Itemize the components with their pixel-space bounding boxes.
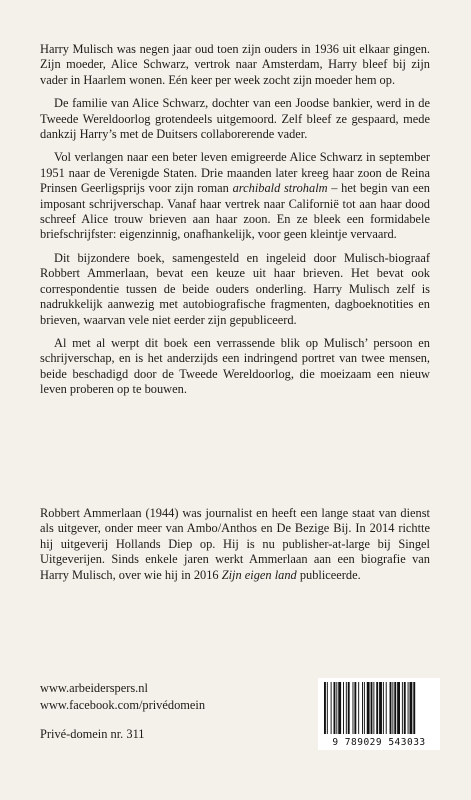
barcode-bar [379,682,382,734]
barcode-bar [410,682,413,734]
blurb-paragraph-3-start: Vol verlangen naar een beter leven emigreerde Alice Schwarz in september 1951 naar de Verenigde Staten. Drie maanden later kreeg haar zoon de Reina Prinsen Geerligsprijs voor zijn roman [40,150,430,196]
barcode-bar [331,682,332,734]
blurb-text [40,42,430,406]
barcode-bar [371,682,373,734]
barcode-bar [348,682,350,734]
facebook-link[interactable]: www.facebook.com/privédomein [40,698,206,712]
bio-book-title: Zijn eigen land [221,567,297,582]
barcode-bar [402,682,403,734]
publisher-website-link[interactable]: www.arbeiderspers.nl [40,681,148,695]
barcode-bar [408,682,409,734]
barcode-bar [394,682,396,734]
barcode-bar [373,682,374,734]
blurb-paragraph-3 [40,150,430,242]
barcode-bar [327,682,328,734]
barcode-bar [383,682,384,734]
author-bio-start: Robbert Ammerlaan (1944) was journalist en heeft een lange staat van dienst als uitgever, onder meer van Ambo/Anthos en De Bezige Bij. In 2014 richtte hij uitgeverij Hollands Diep op. Hij is nu publisher-at-large bij Singel Uitgeverijen. Sinds enkele jaren werkt Ammerlaan aan een biografie van Harry Mulisch, over wie hij in 2016 [40,506,430,582]
barcode-bar [376,682,378,734]
barcode-digits: 9 789029 543033 [332,737,426,748]
blurb-paragraph-4: Dit bijzondere boek, samengesteld en ingeleid door Mulisch-biograaf Robbert Ammerlaan, bevat een keuze uit haar brieven. Het bevat ook correspondentie tussen de beide ouders onderling. Harry Mulisch zelf is nadrukkelijk aanwezig met autobiografische fragmenten, dagboeknotities en brieven, waarvan vele niet eerder zijn gepubliceerd. [40,250,430,327]
barcode-bar [392,682,393,734]
isbn-barcode [318,678,440,750]
barcode-bar [364,682,365,734]
barcode-bar [346,682,347,734]
barcode-bars [324,682,434,734]
barcode-bar [354,682,356,734]
barcode-bar [343,682,344,734]
blurb-paragraph-2: De familie van Alice Schwarz, dochter van een Joodse bankier, werd in de Tweede Wereldoorlog grotendeels uitgemoord. Zelf bleef ze gespaard, mede dankzij Harry’s met de Duitsers collaborerende vader. [40,96,430,142]
barcode-bar [362,682,363,734]
blurb-paragraph-5: Al met al werpt dit boek een verrassende blik op Mulisch’ persoon en schrijverschap, en is het anderzijds een indringend portret van twee mensen, beide beschadigd door de Tweede Wereldoorlog, die moeizaam een nieuw leven proberen op te bouwen. [40,335,430,397]
author-bio-end: publiceerde. [296,567,361,582]
barcode-bar [390,682,392,734]
series-number: Privé-domein nr. 311 [40,727,145,741]
blurb-paragraph-1: Harry Mulisch was negen jaar oud toen zijn ouders in 1936 uit elkaar gingen. Zijn moeder, Alice Schwarz, vertrok naar Amsterdam, Harry bleef bij zijn vader in Haarlem wonen. Eén keer per week zocht zijn moeder hem op. [40,42,430,87]
barcode-bar [404,682,406,734]
barcode-bar [367,682,370,734]
barcode-bar [413,682,415,734]
barcode-bar [336,682,337,734]
novel-title: archibald strohalm [232,181,328,196]
barcode-bar [397,682,400,734]
publisher-links [40,680,290,714]
blurb-paragraph-3-end: – het begin van een imposant schrijverschap. Vanaf haar vertrek naar Californië tot aan haar dood schreef Alice trouw brieven aan haar zoon. En ze bleek een formidabele briefschrijfster: eigenzinnig, onafhankelijk, voor geen kleintje vervaard. [40,181,430,242]
author-bio-text [40,506,430,583]
barcode-bar [334,682,336,734]
barcode-bar [386,682,387,734]
barcode-bar [353,682,354,734]
barcode-bar [358,682,359,734]
barcode-bar [324,682,326,734]
author-bio [40,506,430,583]
barcode-bar [338,682,341,734]
